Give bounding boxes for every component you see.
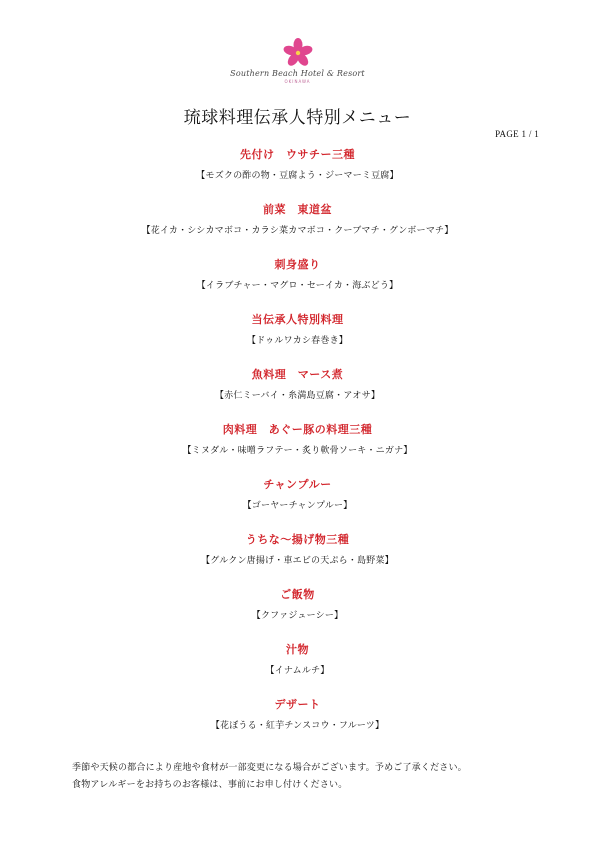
course-name: 肉料理 あぐー豚の料理三種 xyxy=(222,423,373,436)
course-name: うちな～揚げ物三種 xyxy=(245,533,350,546)
course-name: 魚料理 マース煮 xyxy=(251,368,344,381)
note-allergy: 食物アレルギーをお持ちのお客様は、事前にお申し付けください。 xyxy=(72,780,348,790)
course-items: 【赤仁ミーバイ・糸満島豆腐・アオサ】 xyxy=(214,391,381,401)
page-number: PAGE 1 / 1 xyxy=(495,129,539,139)
course-items: 【ドゥルワカシ春巻き】 xyxy=(247,336,348,346)
course-items: 【イナムルチ】 xyxy=(265,666,330,676)
course-name: チャンプルー xyxy=(263,478,332,491)
course-soup xyxy=(0,641,595,676)
course-fish xyxy=(0,366,595,401)
course-name: ご飯物 xyxy=(280,588,315,601)
course-name: 汁物 xyxy=(286,643,309,656)
course-fried xyxy=(0,531,595,566)
course-champuru xyxy=(0,476,595,511)
course-items: 【グルクン唐揚げ・車エビの天ぷら・島野菜】 xyxy=(201,556,394,566)
flower-icon xyxy=(282,38,314,68)
course-name: デザート xyxy=(274,698,321,711)
menu-title: 琉球料理伝承人特別メニュー xyxy=(183,108,412,128)
course-special xyxy=(0,311,595,346)
course-appetizer xyxy=(0,146,595,181)
hotel-location: OKINAWA xyxy=(284,79,311,84)
course-name: 当伝承人特別料理 xyxy=(251,313,344,326)
course-items: 【ミヌダル・味噌ラフテー・炙り軟骨ソーキ・ニガナ】 xyxy=(182,446,413,456)
course-name: 刺身盛り xyxy=(274,258,321,271)
course-items: 【花イカ・シシカマボコ・カラシ菜カマボコ・クーブマチ・グンボーマチ】 xyxy=(141,226,454,236)
hotel-name: Southern Beach Hotel & Resort xyxy=(230,69,365,78)
course-zensai xyxy=(0,201,595,236)
note-ingredients: 季節や天候の都合により産地や食材が一部変更になる場合がございます。予めご了承ください。 xyxy=(72,763,467,773)
course-items: 【モズクの酢の物・豆腐よう・ジーマーミ豆腐】 xyxy=(196,171,399,181)
course-items: 【ゴーヤーチャンプルー】 xyxy=(242,501,353,511)
course-rice xyxy=(0,586,595,621)
course-dessert xyxy=(0,696,595,731)
course-items: 【クファジューシー】 xyxy=(251,611,344,621)
hotel-logo xyxy=(0,38,595,84)
course-items: 【イラブチャー・マグロ・セーイカ・海ぶどう】 xyxy=(196,281,399,291)
course-name: 先付け ウサチー三種 xyxy=(240,148,355,161)
course-items: 【花ぼうる・紅芋チンスコウ・フルーツ】 xyxy=(210,721,385,731)
course-meat xyxy=(0,421,595,456)
course-sashimi xyxy=(0,256,595,291)
course-name: 前菜 東道盆 xyxy=(263,203,332,216)
